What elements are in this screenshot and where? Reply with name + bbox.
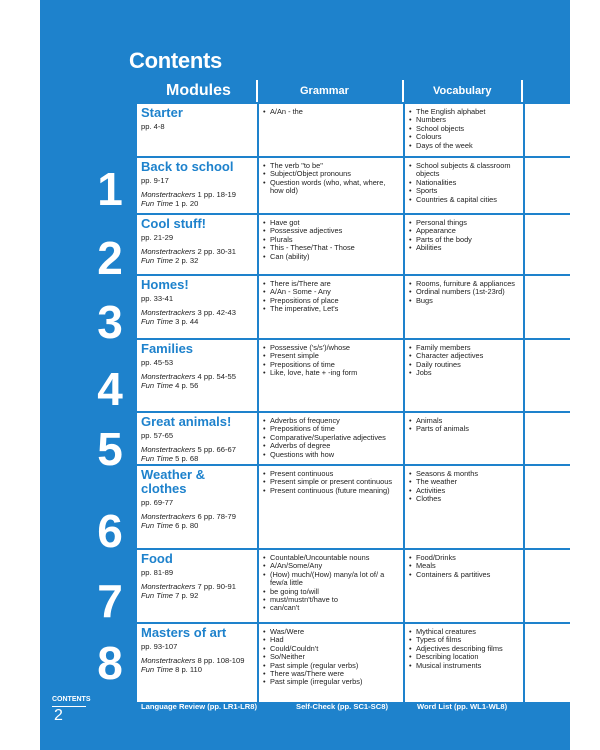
module-row bbox=[137, 158, 570, 213]
grammar-cell bbox=[257, 550, 403, 622]
vocabulary-item: • Jobs bbox=[409, 369, 520, 377]
module-cell bbox=[137, 104, 255, 156]
grammar-item: • Present simple bbox=[263, 352, 400, 360]
module-row bbox=[137, 413, 570, 464]
grammar-item: • Comparative/Superlative adjectives bbox=[263, 434, 400, 442]
footer-language-review: Language Review (pp. LR1-LR8) bbox=[141, 702, 258, 711]
module-title: Cool stuff! bbox=[141, 216, 206, 231]
grammar-list bbox=[263, 628, 400, 687]
module-cell bbox=[137, 158, 255, 213]
grammar-item: • Possessive adjectives bbox=[263, 227, 400, 235]
grammar-list bbox=[263, 470, 400, 495]
module-number: 7 bbox=[97, 575, 123, 627]
grammar-cell bbox=[257, 340, 403, 411]
grammar-item: • be going to/will bbox=[263, 588, 400, 596]
grammar-item: • Questions with how bbox=[263, 451, 400, 459]
module-number: 8 bbox=[97, 637, 123, 689]
vocabulary-item: • Colours bbox=[409, 133, 520, 141]
vocabulary-item: • Types of films bbox=[409, 636, 520, 644]
module-extra: Monstertrackers 4 pp. 54-55 bbox=[141, 371, 236, 381]
grammar-item: • The verb "to be" bbox=[263, 162, 400, 170]
module-number: 3 bbox=[97, 296, 123, 348]
vocabulary-cell bbox=[403, 466, 523, 548]
grammar-list bbox=[263, 554, 400, 613]
column-header-grammar: Grammar bbox=[300, 85, 349, 97]
extra-cell bbox=[523, 466, 572, 548]
grammar-item: • Prepositions of place bbox=[263, 297, 400, 305]
header-divider bbox=[256, 80, 258, 102]
vocabulary-item: • Clothes bbox=[409, 495, 520, 503]
grammar-item: • Plurals bbox=[263, 236, 400, 244]
footer-self-check: Self-Check (pp. SC1-SC8) bbox=[296, 702, 388, 711]
vocabulary-item: • Rooms, furniture & appliances bbox=[409, 280, 520, 288]
grammar-list bbox=[263, 108, 400, 116]
vocabulary-item: • Mythical creatures bbox=[409, 628, 520, 636]
vocabulary-list bbox=[409, 554, 520, 579]
module-pages: pp. 69-77 bbox=[141, 498, 174, 507]
vocabulary-item: • Appearance bbox=[409, 227, 520, 235]
grammar-item: • Had bbox=[263, 636, 400, 644]
grammar-item: • must/mustn't/have to bbox=[263, 596, 400, 604]
module-pages: pp. 9-17 bbox=[141, 176, 169, 185]
vocabulary-item: • Parts of the body bbox=[409, 236, 520, 244]
vocabulary-item: • School objects bbox=[409, 125, 520, 133]
module-extra: Fun Time 6 p. 80 bbox=[141, 521, 199, 530]
module-extra: Fun Time 1 p. 20 bbox=[141, 199, 199, 208]
grammar-item: • A/An/Some/Any bbox=[263, 562, 400, 570]
vocabulary-cell bbox=[403, 104, 523, 156]
module-extra: Monstertrackers 7 pp. 90-91 bbox=[141, 581, 236, 591]
module-title: Homes! bbox=[141, 277, 189, 292]
vocabulary-cell bbox=[403, 550, 523, 622]
vocabulary-item: • Days of the week bbox=[409, 142, 520, 150]
grammar-item: • Adverbs of frequency bbox=[263, 417, 400, 425]
vocabulary-cell bbox=[403, 624, 523, 702]
grammar-item: • Adverbs of degree bbox=[263, 442, 400, 450]
vocabulary-list bbox=[409, 219, 520, 253]
grammar-item: • Was/Were bbox=[263, 628, 400, 636]
section-label: CONTENTS bbox=[52, 696, 91, 703]
module-title: Masters of art bbox=[141, 625, 227, 640]
grammar-item: • So/Neither bbox=[263, 653, 400, 661]
module-pages: pp. 45-53 bbox=[141, 358, 174, 367]
extra-cell bbox=[523, 104, 572, 156]
vocabulary-item: • Parts of animals bbox=[409, 425, 520, 433]
vocabulary-item: • Bugs bbox=[409, 297, 520, 305]
grammar-item: • A/An - Some - Any bbox=[263, 288, 400, 296]
extra-cell bbox=[523, 550, 572, 622]
grammar-item: • There was/There were bbox=[263, 670, 400, 678]
grammar-item: • Countable/Uncountable nouns bbox=[263, 554, 400, 562]
grammar-item: • Prepositions of time bbox=[263, 425, 400, 433]
vocabulary-item: • Countries & capital cities bbox=[409, 196, 520, 204]
module-cell bbox=[137, 550, 255, 622]
module-title: Back to school bbox=[141, 159, 234, 174]
vocabulary-item: • The weather bbox=[409, 478, 520, 486]
vocabulary-list bbox=[409, 344, 520, 378]
vocabulary-cell bbox=[403, 340, 523, 411]
extra-cell bbox=[523, 340, 572, 411]
grammar-item: • Present continuous bbox=[263, 470, 400, 478]
vocabulary-item: • The English alphabet bbox=[409, 108, 520, 116]
module-number: 4 bbox=[97, 363, 123, 415]
grammar-cell bbox=[257, 276, 403, 338]
vocabulary-item: • Food/Drinks bbox=[409, 554, 520, 562]
module-number: 1 bbox=[97, 163, 123, 215]
vocabulary-cell bbox=[403, 158, 523, 213]
module-extra: Monstertrackers 2 pp. 30-31 bbox=[141, 246, 236, 256]
grammar-item: • Can (ability) bbox=[263, 253, 400, 261]
module-pages: pp. 4-8 bbox=[141, 122, 165, 131]
vocabulary-item: • Personal things bbox=[409, 219, 520, 227]
vocabulary-item: • Daily routines bbox=[409, 361, 520, 369]
vocabulary-item: • Abilities bbox=[409, 244, 520, 252]
vocabulary-item: • Animals bbox=[409, 417, 520, 425]
grammar-item: • Possessive ('s/s')/whose bbox=[263, 344, 400, 352]
grammar-cell bbox=[257, 466, 403, 548]
vocabulary-list bbox=[409, 162, 520, 204]
grammar-list bbox=[263, 219, 400, 261]
grammar-item: • Could/Couldn't bbox=[263, 645, 400, 653]
module-row bbox=[137, 104, 570, 156]
vocabulary-item: • Character adjectives bbox=[409, 352, 520, 360]
module-row bbox=[137, 466, 570, 548]
module-row bbox=[137, 340, 570, 411]
column-header-modules: Modules bbox=[166, 82, 231, 99]
module-row bbox=[137, 550, 570, 622]
grammar-item: • Prepositions of time bbox=[263, 361, 400, 369]
page-number: 2 bbox=[54, 707, 63, 724]
vocabulary-cell bbox=[403, 276, 523, 338]
vocabulary-item: • Sports bbox=[409, 187, 520, 195]
module-extra: Monstertrackers 3 pp. 42-43 bbox=[141, 307, 236, 317]
module-number: 6 bbox=[97, 505, 123, 557]
module-extra: Monstertrackers 8 pp. 108-109 bbox=[141, 655, 245, 665]
vocabulary-item: • Containers & partitives bbox=[409, 571, 520, 579]
grammar-cell bbox=[257, 158, 403, 213]
extra-cell bbox=[523, 624, 572, 702]
module-extra: Monstertrackers 5 pp. 66-67 bbox=[141, 444, 236, 454]
module-extra: Fun Time 7 p. 92 bbox=[141, 591, 199, 600]
vocabulary-item: • Ordinal numbers (1st-23rd) bbox=[409, 288, 520, 296]
grammar-item: • Like, love, hate + -ing form bbox=[263, 369, 400, 377]
vocabulary-item: • Meals bbox=[409, 562, 520, 570]
extra-cell bbox=[523, 413, 572, 464]
vocabulary-item: • Musical instruments bbox=[409, 662, 520, 670]
module-cell bbox=[137, 340, 255, 411]
vocabulary-list bbox=[409, 108, 520, 150]
extra-cell bbox=[523, 215, 572, 274]
vocabulary-item: • School subjects & classroom objects bbox=[409, 162, 520, 179]
module-cell bbox=[137, 624, 255, 702]
module-extra: Fun Time 5 p. 68 bbox=[141, 454, 199, 463]
module-title: Weather & clothes bbox=[141, 467, 206, 496]
vocabulary-item: • Describing location bbox=[409, 653, 520, 661]
module-extra: Monstertrackers 1 pp. 18-19 bbox=[141, 189, 236, 199]
module-row bbox=[137, 215, 570, 274]
module-extra: Fun Time 2 p. 32 bbox=[141, 256, 199, 265]
grammar-item: • Past simple (irregular verbs) bbox=[263, 678, 400, 686]
column-header-vocabulary: Vocabulary bbox=[433, 85, 492, 97]
module-row bbox=[137, 276, 570, 338]
vocabulary-item: • Numbers bbox=[409, 116, 520, 124]
vocabulary-list bbox=[409, 470, 520, 504]
module-number: 5 bbox=[97, 423, 123, 475]
module-row bbox=[137, 624, 570, 702]
grammar-list bbox=[263, 344, 400, 378]
grammar-item: • Subject/Object pronouns bbox=[263, 170, 400, 178]
grammar-cell bbox=[257, 215, 403, 274]
grammar-item: • (How) much/(How) many/a lot of/ a few/a little bbox=[263, 571, 400, 588]
grammar-list bbox=[263, 162, 400, 196]
grammar-cell bbox=[257, 624, 403, 702]
vocabulary-item: • Seasons & months bbox=[409, 470, 520, 478]
module-pages: pp. 33-41 bbox=[141, 294, 174, 303]
grammar-item: • A/An - the bbox=[263, 108, 400, 116]
grammar-item: • Have got bbox=[263, 219, 400, 227]
grammar-item: • can/can't bbox=[263, 604, 400, 612]
module-extra: Fun Time 4 p. 56 bbox=[141, 381, 199, 390]
module-title: Starter bbox=[141, 105, 183, 120]
grammar-item: • This - These/That - Those bbox=[263, 244, 400, 252]
module-title: Food bbox=[141, 551, 173, 566]
module-title: Great animals! bbox=[141, 414, 232, 429]
module-extra: Fun Time 8 p. 110 bbox=[141, 665, 203, 674]
vocabulary-list bbox=[409, 628, 520, 670]
module-pages: pp. 21-29 bbox=[141, 233, 174, 242]
grammar-list bbox=[263, 280, 400, 314]
module-cell bbox=[137, 276, 255, 338]
header-divider bbox=[521, 80, 523, 102]
vocabulary-item: • Adjectives describing films bbox=[409, 645, 520, 653]
grammar-item: • There is/There are bbox=[263, 280, 400, 288]
vocabulary-cell bbox=[403, 215, 523, 274]
header-divider bbox=[402, 80, 404, 102]
module-pages: pp. 57-65 bbox=[141, 431, 174, 440]
module-extra: Fun Time 3 p. 44 bbox=[141, 317, 199, 326]
grammar-item: • The imperative, Let's bbox=[263, 305, 400, 313]
vocabulary-list bbox=[409, 417, 520, 434]
footer-word-list: Word List (pp. WL1-WL8) bbox=[417, 702, 508, 711]
grammar-item: • Question words (who, what, where, how old) bbox=[263, 179, 400, 196]
module-pages: pp. 93-107 bbox=[141, 642, 178, 651]
module-cell bbox=[137, 413, 255, 464]
grammar-cell bbox=[257, 413, 403, 464]
grammar-item: • Present continuous (future meaning) bbox=[263, 487, 400, 495]
vocabulary-list bbox=[409, 280, 520, 305]
extra-cell bbox=[523, 276, 572, 338]
module-pages: pp. 81-89 bbox=[141, 568, 174, 577]
grammar-list bbox=[263, 417, 400, 459]
extra-cell bbox=[523, 158, 572, 213]
module-number: 2 bbox=[97, 232, 123, 284]
vocabulary-item: • Family members bbox=[409, 344, 520, 352]
vocabulary-cell bbox=[403, 413, 523, 464]
grammar-item: • Present simple or present continuous bbox=[263, 478, 400, 486]
page-title: Contents bbox=[129, 48, 222, 73]
grammar-cell bbox=[257, 104, 403, 156]
vocabulary-item: • Activities bbox=[409, 487, 520, 495]
module-extra: Monstertrackers 6 pp. 78-79 bbox=[141, 511, 236, 521]
module-cell bbox=[137, 215, 255, 274]
grammar-item: • Past simple (regular verbs) bbox=[263, 662, 400, 670]
module-cell bbox=[137, 466, 255, 548]
vocabulary-item: • Nationalities bbox=[409, 179, 520, 187]
module-title: Families bbox=[141, 341, 194, 356]
